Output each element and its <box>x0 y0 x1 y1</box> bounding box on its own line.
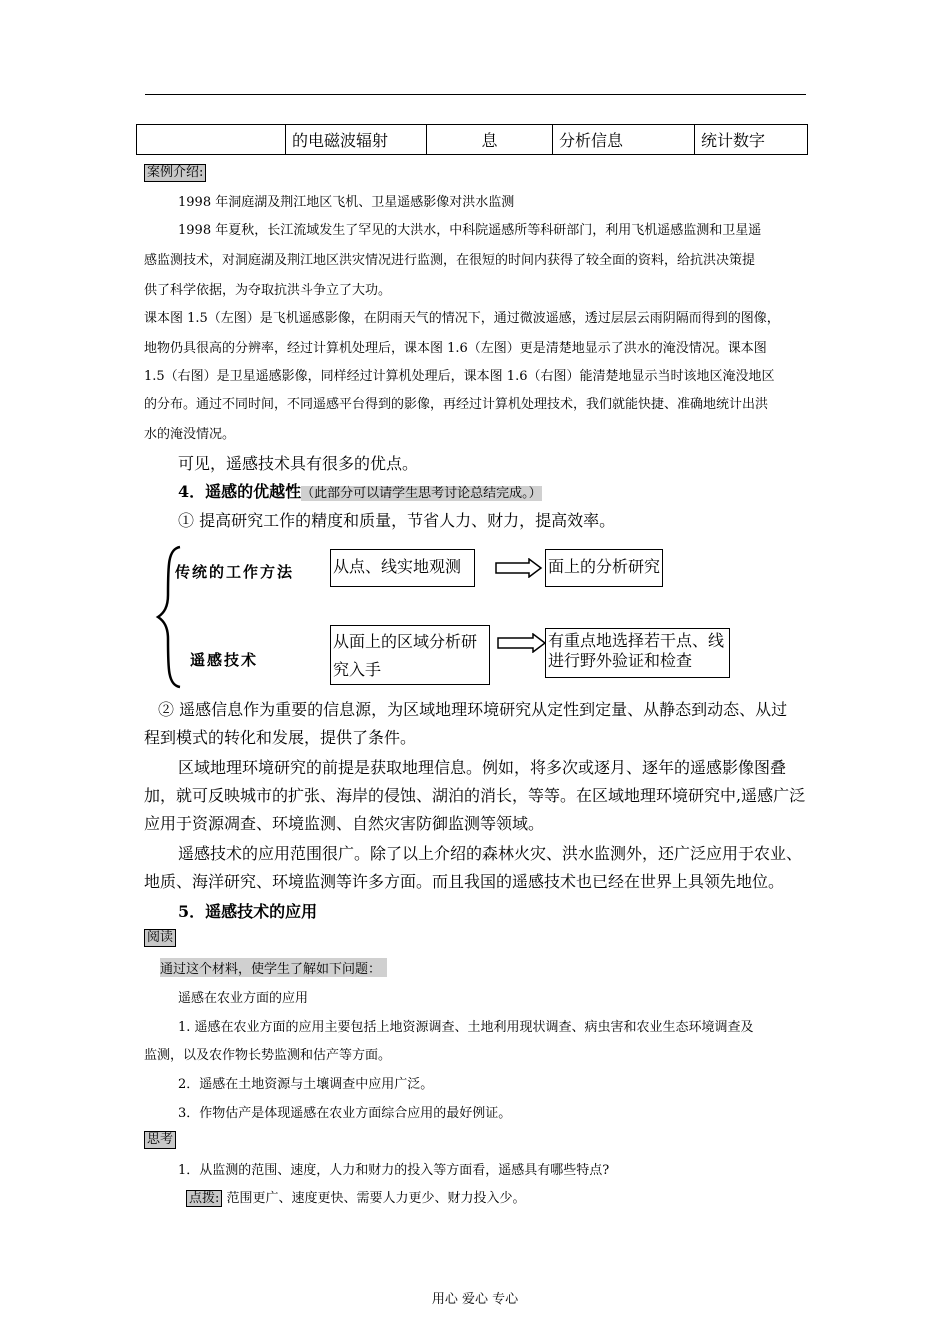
hint-tag: 点拨: <box>186 1190 222 1207</box>
think-tag: 思考 <box>144 1131 176 1149</box>
arrow-right-icon <box>497 633 547 653</box>
table-cell: 的电磁波辐射 <box>286 125 427 155</box>
think-question: 1．从监测的范围、速度，人力和财力的投入等方面看，遥感具有哪些特点? <box>178 1163 610 1178</box>
region-paragraph-line: 应用于资源凋查、环境监测、自然灾害防御监测等领域。 <box>144 814 545 833</box>
table-cell: 分析信息 <box>553 125 695 155</box>
table-row <box>137 125 808 155</box>
read-item: 2．遥感在土地资源与土壤调查中应用广泛。 <box>178 1077 434 1092</box>
read-item: 1. 遥感在农业方面的应用主要包括上地资源调查、土地利用现状调查、病虫害和农业生态环境调查及 <box>178 1020 754 1035</box>
page-footer: 用心 爱心 专心 <box>431 1292 519 1307</box>
hint-line <box>186 1187 526 1207</box>
read-item: 3．作物估产是体现遥感在农业方面综合应用的最好例证。 <box>178 1106 512 1121</box>
section-4-heading <box>178 479 542 502</box>
box-regional-analysis: 从面上的区域分析研究入手 <box>330 625 490 685</box>
region-paragraph-line: 区域地理环境研究的前提是获取地理信息。例如，将多次或逐月、逐年的遥感影像图叠 <box>178 758 787 777</box>
box-field-verification: 有重点地选择若干点、线进行野外验证和检查 <box>545 628 730 678</box>
advantage-1: ① 提高研究工作的精度和质量，节省人力、财力，提高效率。 <box>178 511 616 530</box>
case-p2-line: 1.5（右图）是卫星遥感影像，同样经过计算机处理后，课本图 1.6（右图）能清楚地显示当时该地区淹没地区 <box>144 369 775 384</box>
apps-paragraph-line: 地质、海洋研究、环境监测等许多方面。而且我国的遥感技术也已经在世界上具领先地位。 <box>144 872 785 891</box>
region-paragraph-line: 加，就可反映城市的扩张、海岸的侵蚀、湖泊的消长，等等。在区域地理环境研究中,遥感广泛 <box>144 786 806 805</box>
read-tag: 阅读 <box>144 929 176 947</box>
section-5-title: 5．遥感技术的应用 <box>178 902 318 921</box>
data-table <box>136 124 808 155</box>
case-p2-line: 课本图 1.5（左图）是飞机遥感影像，在阴雨天气的情况下，通过微波遥感，透过层层云雨阴隔而得到的图像， <box>144 311 780 326</box>
read-intro: 通过这个材料，使学生了解如下问题： <box>160 958 387 977</box>
case-p1-line: 供了科学依据，为夺取抗洪斗争立了大功。 <box>144 283 392 298</box>
hint-text: 范围更广、速度更快、需要人力更少、财力投入少。 <box>226 1191 526 1206</box>
case-p1-line: 感监测技术，对洞庭湖及荆江地区洪灾情况进行监测，在很短的时间内获得了较全面的资料，给抗洪决策提 <box>144 253 756 268</box>
arrow-right-icon <box>495 558 543 578</box>
label-remote-sensing: 遥感技术 <box>190 651 259 669</box>
case-p2-line: 水的淹没情况。 <box>144 427 236 442</box>
section-4-note: （此部分可以请学生思考讨论总结完成。） <box>301 486 542 501</box>
advantage-2-line: ② 遥感信息作为重要的信息源，为区域地理环境研究从定性到定量、从静态到动态、从过 <box>158 700 788 719</box>
read-subtitle: 遥感在农业方面的应用 <box>178 991 309 1006</box>
case-p2-line: 的分布。通过不同时间，不同遥感平台得到的影像，再经过计算机处理技术，我们就能快捷、准确地统计出洪 <box>144 397 769 412</box>
label-traditional-method: 传统的工作方法 <box>175 563 295 581</box>
table-cell <box>137 125 286 155</box>
advantage-2-line: 程到模式的转化和发展，提供了条件。 <box>144 728 417 747</box>
case-p2-line: 地物仍具很高的分辨率，经过计算机处理后，课本图 1.6（左图）更是清楚地显示了洪水的淹没情况。课本图 <box>144 341 767 356</box>
read-item: 监测，以及农作物长势监测和估产等方面。 <box>144 1048 392 1063</box>
case-title: 1998 年洞庭湖及荆江地区飞机、卫星遥感影像对洪水监测 <box>178 195 515 210</box>
box-area-analysis: 面上的分析研究 <box>545 549 663 587</box>
summary-text: 可见，遥感技术具有很多的优点。 <box>178 454 419 473</box>
case-p1-line: 1998 年夏秋，长江流域发生了罕见的大洪水，中科院遥感所等科研部门，利用飞机遥感监测和卫星遥 <box>178 223 762 238</box>
section-4-title: 4．遥感的优越性 <box>178 482 302 501</box>
case-tag: 案例介绍: <box>144 164 206 182</box>
table-cell: 统计数字 <box>695 125 808 155</box>
apps-paragraph-line: 遥感技术的应用范围很广。除了以上介绍的森林火灾、洪水监测外，还广泛应用于农业、 <box>178 844 803 863</box>
table-cell: 息 <box>427 125 553 155</box>
box-point-line-observation: 从点、线实地观测 <box>330 549 475 587</box>
header-rule <box>145 94 806 95</box>
